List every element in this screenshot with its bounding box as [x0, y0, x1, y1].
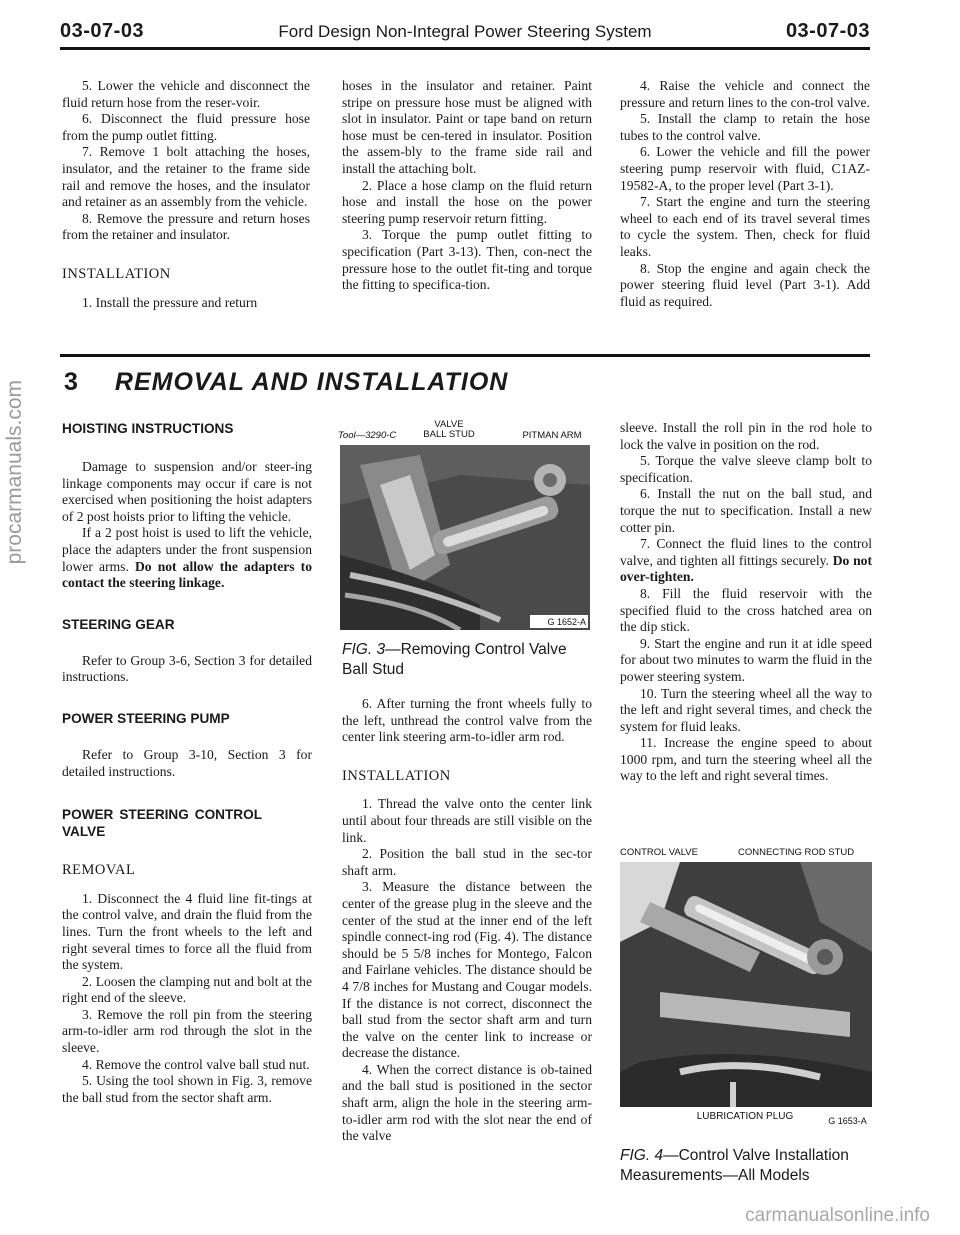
- warning-text: Do not over-tighten.: [620, 552, 872, 585]
- step: 1. Disconnect the 4 fluid line fit-tings at the control valve, and drain the fluid from the lines. Turn the front wheels to the left and right several times to force all the fluid from the system.: [62, 890, 312, 973]
- heading-pump: POWER STEERING PUMP: [62, 710, 230, 726]
- side-watermark-text: procarmanuals.com: [3, 380, 26, 565]
- side-watermark: [3, 380, 33, 780]
- paragraph: Refer to Group 3-6, Section 3 for detailed instructions.: [62, 652, 312, 685]
- fig4-label-control-valve: CONTROL VALVE: [620, 847, 698, 858]
- step: 4. When the correct distance is ob-tained and the ball stud is positioned in the sector shaft arm, align the hole in the steering arm-to-idler arm rod with the slot near the end of the valve: [342, 1061, 592, 1144]
- fig4-code: G 1653-A: [828, 1116, 867, 1126]
- page-number-left: 03-07-03: [60, 20, 145, 42]
- paragraph: 3. Torque the pump outlet fitting to specification (Part 3-13). Then, con-nect the pressure hose to the outlet fit-ting and torque the fitting to specifica-tion.: [342, 227, 592, 293]
- paragraph: 2. Place a hose clamp on the fluid return hose and install the hose on the power steering pump reservoir return fitting.: [342, 177, 592, 226]
- right-column: [620, 420, 872, 785]
- fig3-photo: [340, 445, 590, 630]
- page-header: [60, 20, 870, 46]
- fig3-caption-text: —Removing Control Valve Ball Stud: [342, 641, 567, 678]
- subheading-installation: INSTALLATION: [342, 767, 451, 784]
- paragraph: Damage to suspension and/or steer-ing linkage components may occur if care is not exercised when positioning the hoist adapters of 2 post hoists prior to lifting the vehicle.: [62, 459, 312, 524]
- step: 5. Using the tool shown in Fig. 3, remove the ball stud from the sector shaft arm.: [62, 1073, 312, 1105]
- header-rule: [60, 47, 870, 50]
- paragraph: Refer to Group 3-10, Section 3 for detailed instructions.: [62, 746, 312, 779]
- paragraph: 8. Remove the pressure and return hoses from the retainer and insulator.: [62, 210, 310, 243]
- step: 2. Position the ball stud in the sec-tor shaft arm.: [342, 846, 592, 878]
- fig4-label-rod-stud: CONNECTING ROD STUD: [738, 847, 855, 858]
- warning-text: Do not allow the adapters to contact the steering linkage.: [62, 558, 312, 591]
- fig3-caption: [342, 640, 592, 680]
- heading-steering-gear: STEERING GEAR: [62, 616, 175, 632]
- paragraph: 7. Remove 1 bolt attaching the hoses, insulator, and the retainer to the frame side rail and remove the hoses, and the insulator and retainer as an assembly from the vehicle.: [62, 144, 310, 210]
- paragraph: 6. Disconnect the fluid pressure hose from the pump outlet fitting.: [62, 111, 310, 143]
- fig3-illustration: [340, 445, 590, 630]
- step: 5. Torque the valve sleeve clamp bolt to specification.: [620, 453, 872, 485]
- fig4-caption: [620, 1146, 882, 1186]
- step: 8. Fill the fluid reservoir with the specified fluid to the cross hatched area on the dip stick.: [620, 585, 872, 635]
- fig3-label-valve: [414, 420, 484, 440]
- step: [620, 536, 872, 586]
- step: 6. Install the nut on the ball stud, and torque the nut to specification. Install a new cotter pin.: [620, 486, 872, 535]
- step: 3. Remove the roll pin from the steering arm-to-idler arm rod through the slot in the sleeve.: [62, 1006, 312, 1056]
- step: 3. Measure the distance between the center of the grease plug in the sleeve and the center of the stud at the inner end of the left spindle connect-ing rod (Fig. 4). The distance should be 5 5/8 inches for Montego, Falcon and Fairlane vehicles. The distance should be 4 7/8 inches for Mustang and Cougar models. If the distance is not correct, disconnect the ball stud from the sector shaft arm and turn the valve on the center link to increase or decrease the distance.: [342, 879, 592, 1061]
- fig3-label-pitman: PITMAN ARM: [522, 430, 582, 441]
- page-title: Ford Design Non-Integral Power Steering System: [278, 22, 652, 41]
- page-number-right: 03-07-03: [785, 20, 870, 42]
- left-column: [62, 420, 312, 1106]
- paragraph: sleeve. Install the roll pin in the rod hole to lock the valve in position on the rod.: [620, 420, 872, 452]
- paragraph: 5. Lower the vehicle and disconnect the fluid return hose from the reser-voir.: [62, 78, 310, 110]
- top-column-3: [620, 78, 870, 310]
- step: 9. Start the engine and run it at idle speed for about two minutes to warm the fluid in the power steering system.: [620, 635, 872, 684]
- top-column-2: [342, 78, 592, 294]
- paragraph: 5. Install the clamp to retain the hose tubes to the control valve.: [620, 111, 870, 143]
- paragraph: 4. Raise the vehicle and connect the pressure and return lines to the con-trol valve.: [620, 78, 870, 110]
- heading-hoisting: HOISTING INSTRUCTIONS: [62, 421, 234, 436]
- fig3-label-tool: Tool—3290-C: [338, 430, 397, 441]
- fig4-caption-block: [620, 1146, 882, 1186]
- label-line: BALL STUD: [423, 429, 475, 440]
- middle-column: [342, 640, 592, 1145]
- fig4-illustration: [620, 862, 872, 1107]
- heading-control-valve: POWER STEERING CONTROL VALVE: [62, 807, 262, 840]
- section-rule: [60, 354, 870, 357]
- paragraph: hoses in the insulator and retainer. Paint stripe on pressure hose must be aligned with slot in insulator. Paint or tape band on return hose must be cen-tered in insulator. Position the assem-bly to the frame side rail and install the attaching bolt.: [342, 78, 592, 176]
- paragraph: 1. Install the pressure and return: [82, 294, 258, 310]
- subheading-removal: REMOVAL: [62, 862, 136, 879]
- subheading-installation: INSTALLATION: [62, 265, 171, 282]
- step: 2. Loosen the clamping nut and bolt at the right end of the sleeve.: [62, 973, 312, 1006]
- step: 10. Turn the steering wheel all the way to the left and right several times, and check the system for fluid leaks.: [620, 685, 872, 734]
- step: 6. After turning the front wheels fully to the left, unthread the control valve from the center link steering arm-to-idler arm rod.: [342, 696, 592, 745]
- fig4-caption-text: —Control Valve Installation Measurements—All Models: [620, 1147, 849, 1184]
- fig3-caption-number: FIG. 3: [342, 641, 386, 658]
- fig3-code: G 1652-A: [547, 617, 586, 627]
- section-heading: [64, 368, 508, 397]
- paragraph: 8. Stop the engine and again check the power steering fluid level (Part 3-1). Add fluid as required.: [620, 260, 870, 309]
- fig4-caption-number: FIG. 4: [620, 1147, 664, 1164]
- fig4-label-lubrication-plug: LUBRICATION PLUG: [696, 1111, 794, 1122]
- paragraph: 6. Lower the vehicle and fill the power steering pump reservoir with fluid, C1AZ-19582-A, to the proper level (Part 3-1).: [620, 144, 870, 193]
- paragraph: 7. Start the engine and turn the steering wheel to each end of its travel several times to cycle the system. Then, check for fluid leaks.: [620, 194, 870, 259]
- step-text: 7. Connect the fluid lines to the control valve, and tighten all fittings securely.: [620, 536, 872, 568]
- footer-watermark: carmanualsonline.info: [745, 1205, 930, 1226]
- paragraph-text: If a 2 post hoist is used to lift the vehicle, place the adapters under the front suspension lower arms.: [62, 525, 312, 574]
- step: 4. Remove the control valve ball stud nut.: [82, 1056, 310, 1072]
- step: 1. Thread the valve onto the center link until about four threads are still visible on the link.: [342, 796, 592, 845]
- fig4-photo: [620, 862, 872, 1107]
- section-title: REMOVAL AND INSTALLATION: [114, 368, 509, 396]
- section-number: 3: [64, 368, 79, 396]
- top-column-1: [62, 78, 310, 311]
- label-line: VALVE: [434, 419, 464, 430]
- step: 11. Increase the engine speed to about 1000 rpm, and turn the steering wheel all the way to the left and right several times.: [620, 735, 872, 784]
- paragraph: [62, 525, 312, 591]
